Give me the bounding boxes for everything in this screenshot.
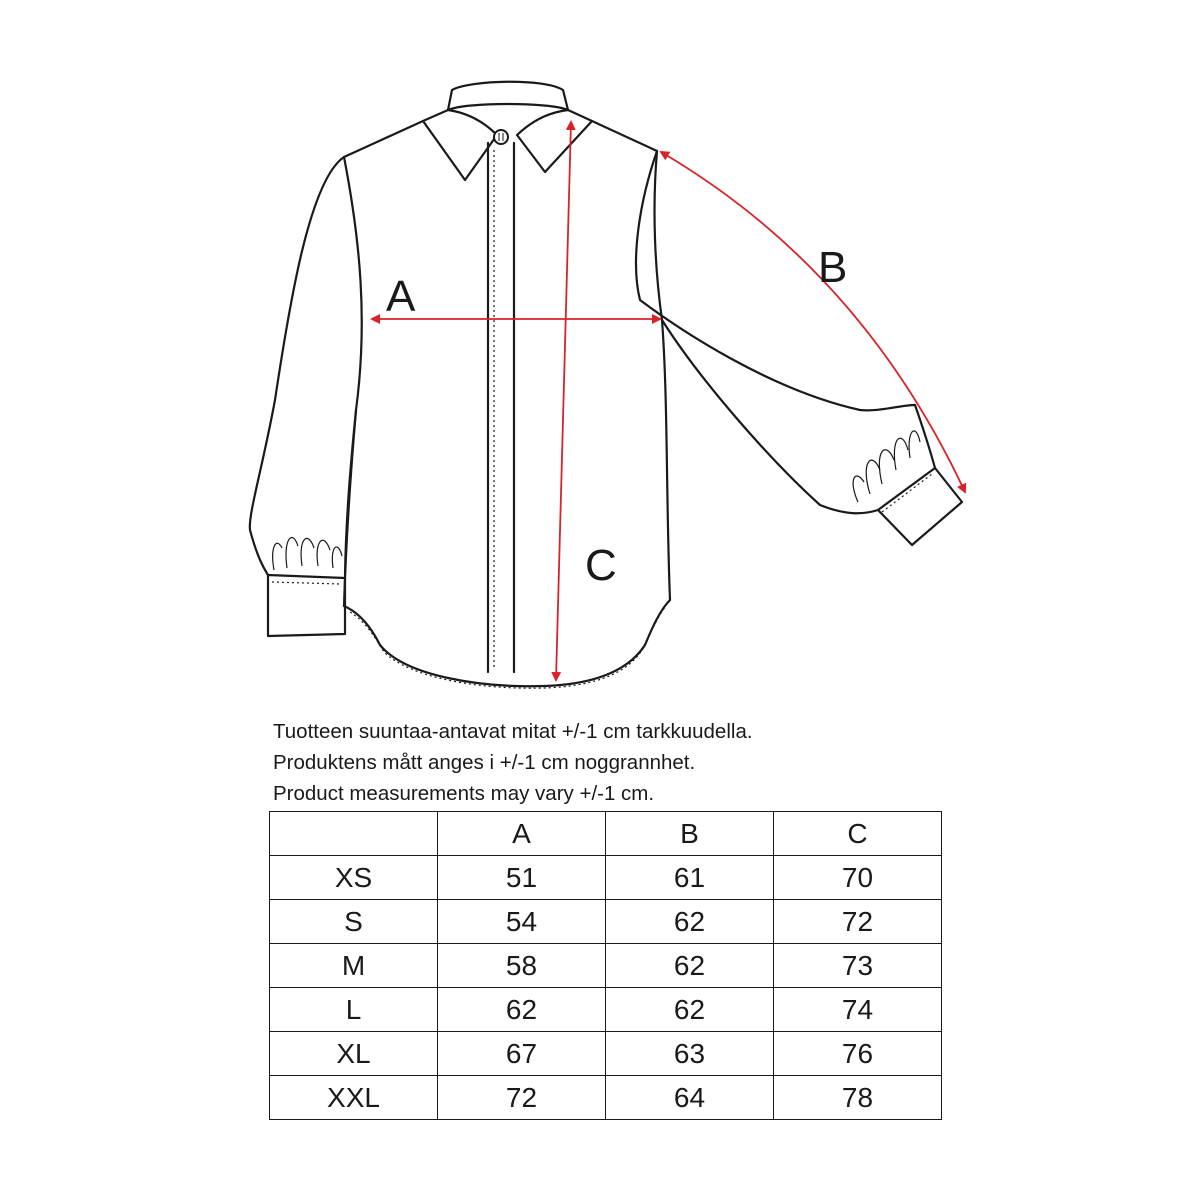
body-hem [344,600,670,686]
header-c: C [774,812,942,856]
row-value-b: 64 [606,1076,774,1120]
measurement-notes [273,716,973,809]
header-b: B [606,812,774,856]
row-size: XXL [270,1076,438,1120]
row-size: M [270,944,438,988]
row-size: XS [270,856,438,900]
collar-left [423,110,497,180]
table-header-row [270,812,942,856]
measure-lines [372,122,965,680]
left-shoulder [344,121,423,157]
topstitching [272,150,932,688]
row-value-c: 72 [774,900,942,944]
header-a: A [438,812,606,856]
table-row [270,856,942,900]
row-value-b: 62 [606,988,774,1032]
row-size: XL [270,1032,438,1076]
table-row [270,1076,942,1120]
collar-stand [448,82,568,110]
row-value-a: 51 [438,856,606,900]
row-value-c: 70 [774,856,942,900]
row-value-a: 62 [438,988,606,1032]
right-sleeve-upper [636,151,915,410]
table-row [270,900,942,944]
left-sleeve-outer [250,157,344,575]
collar-right [517,110,592,172]
collar-button-icon [494,130,508,144]
label-c: C [585,541,617,590]
size-table [269,811,942,1120]
row-value-c: 78 [774,1076,942,1120]
note-english: Product measurements may vary +/-1 cm. [273,782,655,805]
measure-line-c [556,122,571,680]
right-cuff [878,468,962,545]
row-value-c: 74 [774,988,942,1032]
table-row [270,1032,942,1076]
right-shoulder [592,121,657,151]
row-size: S [270,900,438,944]
row-size: L [270,988,438,1032]
row-value-c: 76 [774,1032,942,1076]
row-value-a: 58 [438,944,606,988]
header-size [270,812,438,856]
shirt-outline [250,82,962,686]
row-value-b: 61 [606,856,774,900]
row-value-b: 62 [606,944,774,988]
row-value-c: 73 [774,944,942,988]
label-b: B [818,243,848,292]
row-value-b: 62 [606,900,774,944]
note-swedish: Produktens mått anges i +/-1 cm noggrannhet. [273,751,696,774]
table-row [270,988,942,1032]
row-value-a: 72 [438,1076,606,1120]
row-value-b: 63 [606,1032,774,1076]
note-finnish: Tuotteen suuntaa-antavat mitat +/-1 cm tarkkuudella. [273,720,753,743]
right-sleeve-lower [662,320,878,513]
body-right-side [655,151,670,600]
table-row [270,944,942,988]
row-value-a: 67 [438,1032,606,1076]
label-a: A [386,272,416,321]
row-value-a: 54 [438,900,606,944]
